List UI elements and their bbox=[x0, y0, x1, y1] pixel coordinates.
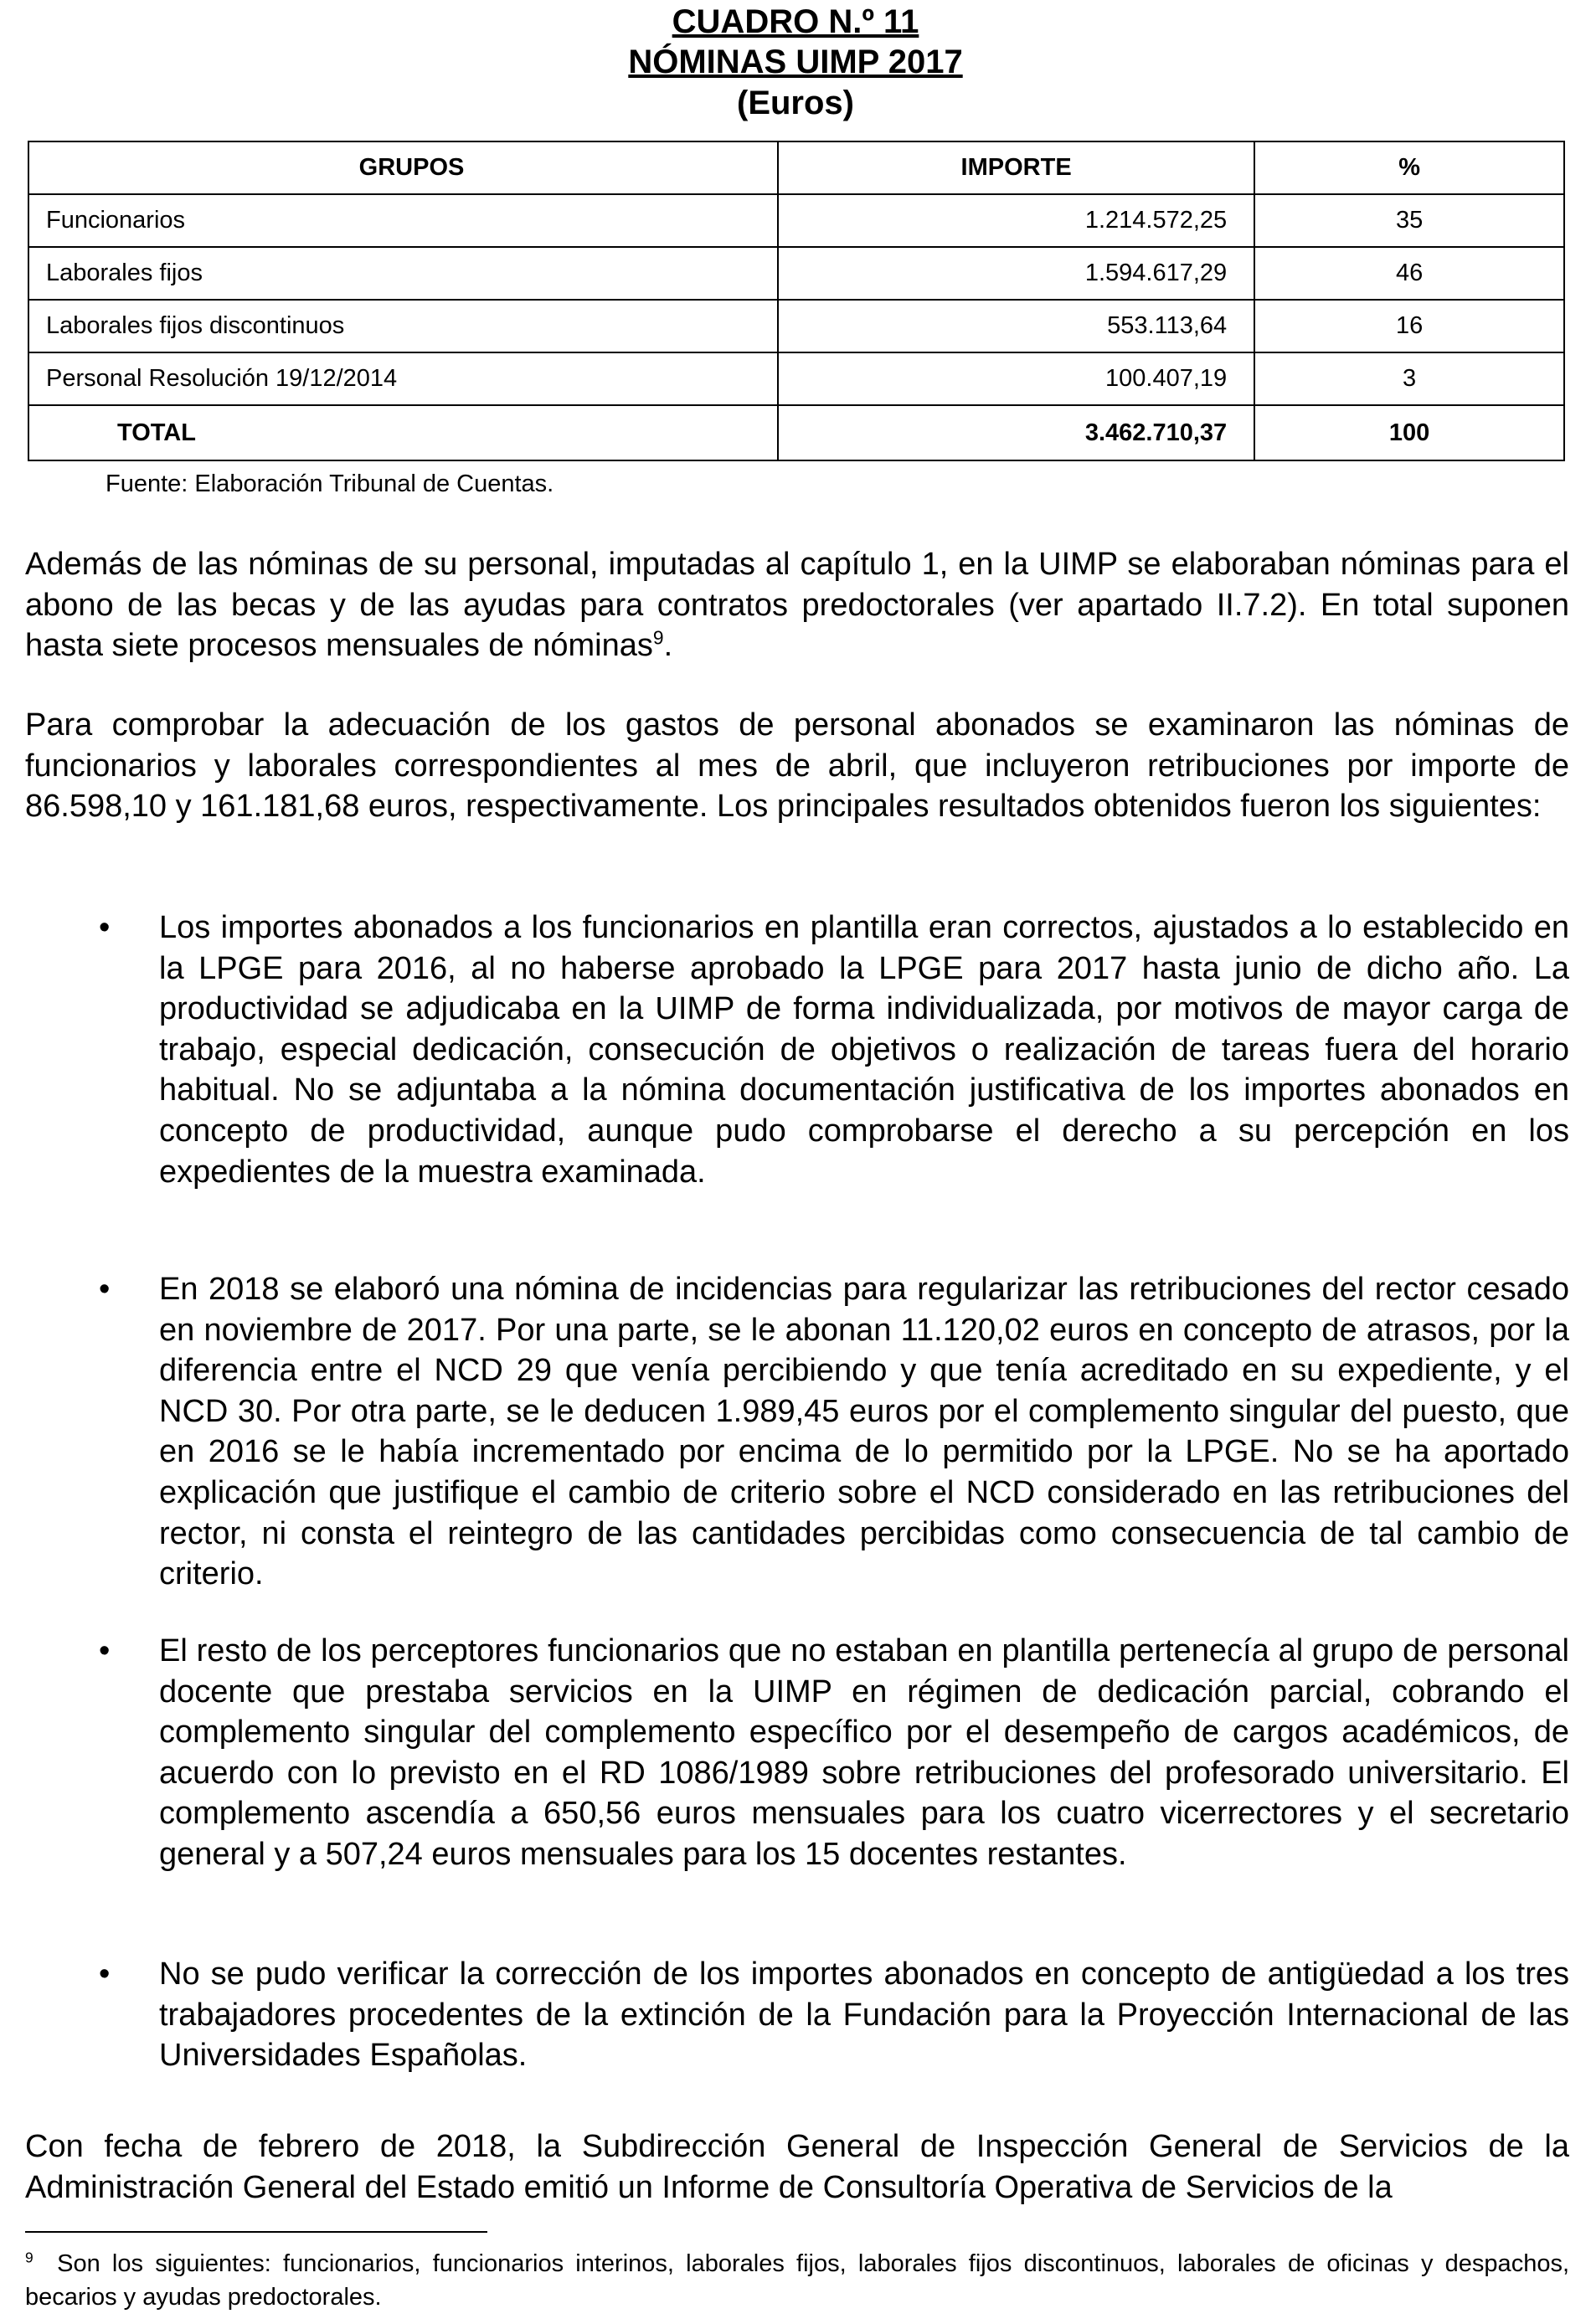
list-item-text: En 2018 se elaboró una nómina de incidencias para regularizar las retribuciones del rector cesado en noviembre de 2017. Por una parte, se le abonan 11.120,02 euros en concepto de atrasos, por la diferencia entre el NCD 29 que venía percibiendo y que tenía acreditado en su expediente, y el NCD 30. Por otra parte, se le deducen 1.989,45 euros por el complemento singular del puesto, que en 2016 se le había incrementado por encima de lo permitido por la LPGE. No se ha aportado explicación que justifique el cambio de criterio sobre el NCD considerado en las retribuciones del rector, ni consta el reintegro de las cantidades percibidas como consecuencia de tal cambio de criterio. bbox=[159, 1272, 1569, 1592]
row-percent: 16 bbox=[1254, 300, 1564, 352]
bullet-icon: • bbox=[99, 1272, 111, 1307]
footnote-text: Son los siguientes: funcionarios, funcionarios interinos, laborales fijos, laborales fijos discontinuos, laborales de oficinas y despachos, becarios y ayudas predoctorales. bbox=[25, 2250, 1570, 2311]
total-label: TOTAL bbox=[28, 405, 778, 460]
list-item-text: No se pudo verificar la corrección de los importes abonados en concepto de antigüedad a los tres trabajadores procedentes de la extinción de la Fundación para la Proyección Internacional de las Universidades Españolas. bbox=[159, 1956, 1569, 2074]
row-percent: 46 bbox=[1254, 247, 1564, 300]
paragraph-consulting-report: Con fecha de febrero de 2018, la Subdirección General de Inspección General de Servicios de la Administración General del Estado emitió un Informe de Consultoría Operativa de Servicios de la bbox=[25, 2129, 1569, 2205]
footnote bbox=[25, 2247, 1569, 2314]
header-groups: GRUPOS bbox=[28, 141, 778, 194]
paragraph-verification: Para comprobar la adecuación de los gastos de personal abonados se examinaron las nóminas de funcionarios y laborales correspondientes al mes de abril, que incluyeron retribuciones por importe de 86.598,10 y 161.181,68 euros, respectivamente. Los principales resultados obtenidos fueron los siguientes: bbox=[25, 707, 1569, 825]
list-item-text: Los importes abonados a los funcionarios en plantilla eran correctos, ajustados a lo establecido en la LPGE para 2016, al no haberse aprobado la LPGE para 2017 hasta junio de dicho año. La productividad se adjudicaba en la UIMP de forma individualizada, por motivos de mayor carga de trabajo, especial dedicación, consecución de objetivos o realización de tareas fuera del horario habitual. No se adjuntaba a la nómina documentación justificativa de los importes abonados en concepto de productividad, aunque pudo comprobarse el derecho a su percepción en los expedientes de la muestra examinada. bbox=[159, 910, 1569, 1190]
row-amount: 1.594.617,29 bbox=[778, 247, 1254, 300]
row-amount: 553.113,64 bbox=[778, 300, 1254, 352]
paragraph-payroll-processes: Además de las nóminas de su personal, imputadas al capítulo 1, en la UIMP se elaboraban nóminas para el abono de las becas y de las ayudas para contratos predoctorales (ver apartado II.7.2). En total suponen hasta siete procesos mensuales de nóminas$^9$. bbox=[25, 547, 1569, 664]
row-percent: 3 bbox=[1254, 352, 1564, 405]
footnote-reference: 9 bbox=[652, 626, 664, 649]
footnote-separator bbox=[25, 2231, 487, 2233]
row-amount: 1.214.572,25 bbox=[778, 194, 1254, 247]
list-item-text: El resto de los perceptores funcionarios que no estaban en plantilla pertenecía al grupo de personal docente que prestaba servicios en la UIMP en régimen de dedicación parcial, cobrando el complemento singular del complemento específico por el desempeño de cargos académicos, de acuerdo con lo previsto en el RD 1086/1989 sobre retribuciones del profesorado universitario. El complemento ascendía a 650,56 euros mensuales para los cuatro vicerrectores y el secretario general y a 507,24 euros mensuales para los 15 docentes restantes. bbox=[159, 1633, 1569, 1872]
row-percent: 35 bbox=[1254, 194, 1564, 247]
header-percent: % bbox=[1254, 141, 1564, 194]
table-row bbox=[28, 247, 1564, 300]
header-amount: IMPORTE bbox=[778, 141, 1254, 194]
bullet-icon: • bbox=[99, 1633, 111, 1668]
table-header-row bbox=[28, 141, 1564, 194]
total-amount: 3.462.710,37 bbox=[778, 405, 1254, 460]
row-group: Laborales fijos discontinuos bbox=[28, 300, 778, 352]
table-row bbox=[28, 194, 1564, 247]
table-row bbox=[28, 300, 1564, 352]
row-amount: 100.407,19 bbox=[778, 352, 1254, 405]
bullet-icon: • bbox=[99, 1956, 111, 1992]
table-number: CUADRO N.º 11 bbox=[672, 3, 919, 40]
total-percent: 100 bbox=[1254, 405, 1564, 460]
table-title: NÓMINAS UIMP 2017 bbox=[628, 44, 963, 80]
row-group: Laborales fijos bbox=[28, 247, 778, 300]
row-group: Personal Resolución 19/12/2014 bbox=[28, 352, 778, 405]
table-row bbox=[28, 352, 1564, 405]
row-group: Funcionarios bbox=[28, 194, 778, 247]
table-source: Fuente: Elaboración Tribunal de Cuentas. bbox=[106, 470, 554, 497]
payroll-table bbox=[28, 141, 1565, 461]
table-total-row bbox=[28, 405, 1564, 460]
bullet-icon: • bbox=[99, 910, 111, 945]
footnote-marker: 9 bbox=[25, 2249, 33, 2266]
table-units: (Euros) bbox=[737, 85, 854, 121]
